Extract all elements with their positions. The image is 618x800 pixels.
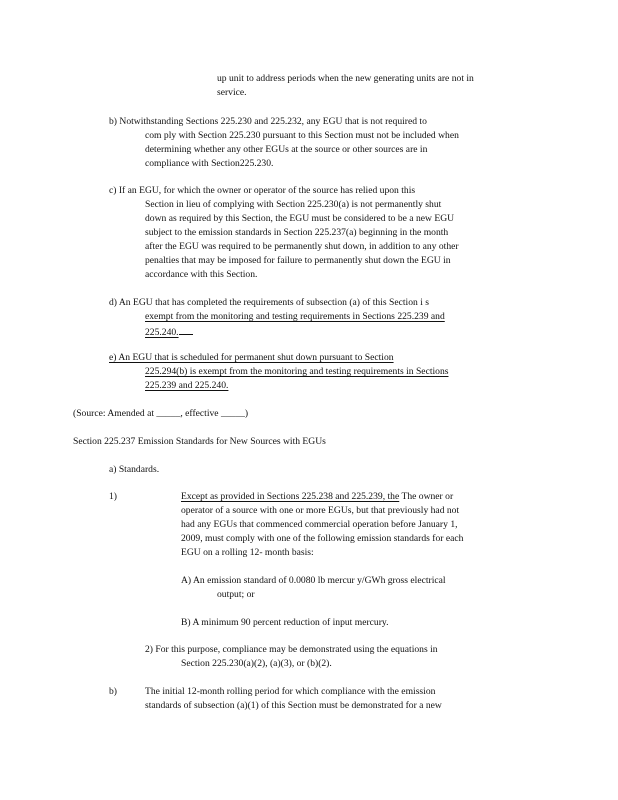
- underline-tail: [179, 324, 193, 335]
- source-note: (Source: Amended at _____, effective _____): [73, 408, 249, 419]
- subsection-a-heading: a) Standards.: [109, 464, 160, 475]
- paragraph-line: compliance with Section225.230.: [145, 158, 274, 169]
- inserted-text-line: e) An EGU that is scheduled for permanent shut down pursuant to Section: [109, 352, 394, 363]
- paragraph-line: after the EGU was required to be permanently shut down, in addition to any other: [145, 241, 459, 252]
- section-heading: Section 225.237 Emission Standards for New Sources with EGUs: [73, 436, 326, 447]
- paragraph-line: EGU on a rolling 12- month basis:: [181, 547, 314, 558]
- paragraph-line: The initial 12-month rolling period for which compliance with the emission: [145, 686, 436, 697]
- paragraph-line: penalties that may be imposed for failure to permanently shut down the EGU in: [145, 255, 451, 266]
- paragraph-line: b) Notwithstanding Sections 225.230 and 225.232, any EGU that is not required to: [109, 116, 427, 127]
- inserted-text-line: exempt from the monitoring and testing requirements in Sections 225.239 and: [145, 311, 445, 322]
- paragraph-line: com ply with Section 225.230 pursuant to this Section must not be included when: [145, 130, 459, 141]
- item-first-line: [181, 490, 453, 504]
- paragraph-line: determining whether any other EGUs at the source or other sources are in: [145, 144, 428, 155]
- continuation-line: service.: [217, 87, 247, 98]
- inserted-text-line: 225.239 and 225.240.: [145, 380, 229, 391]
- inserted-text-line: 225.240.: [145, 324, 193, 340]
- paragraph-line: Section 225.230(a)(2), (a)(3), or (b)(2).: [181, 658, 332, 669]
- item-text: The owner or: [399, 491, 454, 502]
- paragraph-line: output; or: [217, 589, 255, 600]
- paragraph-line: c) If an EGU, for which the owner or operator of the source has relied upon this: [109, 185, 416, 196]
- paragraph-line: operator of a source with one or more EGUs, but that previously had not: [181, 505, 460, 516]
- paragraph-line: 2) For this purpose, compliance may be demonstrated using the equations in: [145, 644, 438, 655]
- item-number: 1): [109, 491, 117, 502]
- inserted-text-line: 225.294(b) is exempt from the monitoring and testing requirements in Sections: [145, 366, 449, 377]
- paragraph-line: subject to the emission standards in Section 225.237(a) beginning in the month: [145, 227, 449, 238]
- paragraph-line: had any EGUs that commenced commercial operation before January 1,: [181, 519, 458, 530]
- option-b: B) A minimum 90 percent reduction of input mercury.: [181, 617, 389, 628]
- item-number: b): [109, 686, 117, 697]
- inserted-text: Except as provided in Sections 225.238 and 225.239, the: [181, 491, 400, 502]
- paragraph-line: A) An emission standard of 0.0080 lb mercur y/GWh gross electrical: [181, 575, 446, 586]
- paragraph-line: standards of subsection (a)(1) of this Section must be demonstrated for a new: [145, 700, 442, 711]
- paragraph-line: down as required by this Section, the EGU must be considered to be a new EGU: [145, 213, 455, 224]
- paragraph-line: accordance with this Section.: [145, 269, 258, 280]
- paragraph-line: d) An EGU that has completed the requirements of subsection (a) of this Section i s: [109, 297, 429, 308]
- paragraph-line: 2009, must comply with one of the following emission standards for each: [181, 533, 464, 544]
- continuation-line: up unit to address periods when the new generating units are not in: [217, 73, 474, 84]
- paragraph-line: Section in lieu of complying with Section 225.230(a) is not permanently shut: [145, 199, 442, 210]
